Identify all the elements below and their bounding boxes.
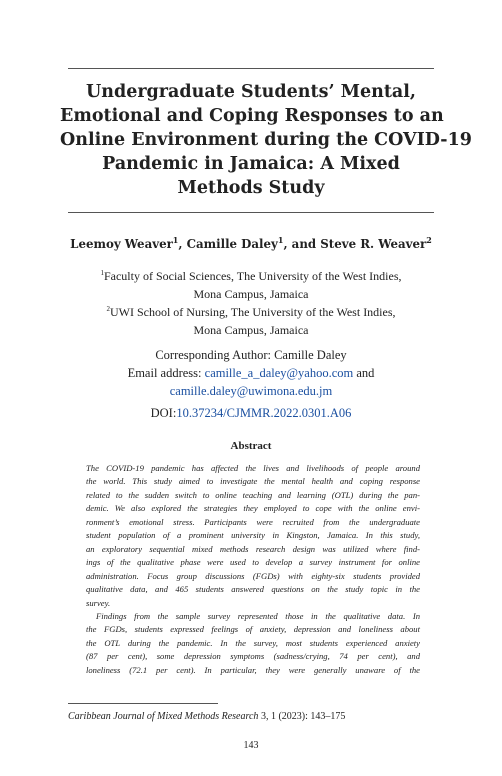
- abstract-line: an exploratory sequential mixed methods research design was utilized where find-: [86, 543, 420, 554]
- affiliation-line: Faculty of Social Sciences, The University of the West Indies,: [103, 269, 402, 283]
- email-conjunction: and: [353, 366, 375, 380]
- journal-name: Caribbean Journal of Mixed Methods Research: [68, 711, 259, 722]
- affiliation-marker: 2: [106, 305, 110, 313]
- author-affil-marker: 1: [277, 235, 284, 245]
- abstract-line: related to the sudden switch to online teaching and learning (OTL) during the pan-: [86, 489, 420, 500]
- abstract-heading: Abstract: [230, 440, 272, 452]
- affiliation-line: Mona Campus, Jamaica: [193, 287, 309, 301]
- email-link[interactable]: camille_a_daley@yahoo.com: [204, 366, 354, 380]
- affiliation-line: Mona Campus, Jamaica: [193, 323, 309, 337]
- doi: [60, 406, 442, 421]
- author-name: Camille Daley: [186, 236, 278, 251]
- paper-title: [60, 80, 472, 200]
- abstract-line: survey.: [86, 597, 111, 608]
- affiliation: [60, 264, 442, 303]
- journal-citation: [68, 711, 345, 722]
- author-separator: , and: [283, 236, 321, 251]
- abstract-line: ings of the qualitative phase were used to develop a survey instrument for online: [86, 557, 420, 568]
- email-label: Email address:: [127, 366, 205, 380]
- page-number: 143: [243, 740, 259, 751]
- affiliation: [60, 300, 442, 339]
- affiliation-line: UWI School of Nursing, The University of the West Indies,: [109, 305, 396, 319]
- abstract-line: The COVID-19 pandemic has affected the lives and livelihoods of people around: [86, 463, 420, 473]
- corresponding-author-line: Corresponding Author: Camille Daley: [155, 348, 347, 362]
- abstract-line: demic. We also explored the strategies they employed to cope with the online envi-: [86, 503, 420, 514]
- abstract-line: student population of a prominent university in Kingston, Jamaica. In this study,: [86, 530, 420, 541]
- doi-link[interactable]: 10.37234/CJMMR.2022.0301.A06: [176, 406, 352, 420]
- abstract-line: (87 per cent), some depression symptoms (sadness/crying, 74 per cent), and: [86, 651, 420, 662]
- title-line: Pandemic in Jamaica: A Mixed: [102, 154, 400, 174]
- author-name: Steve R. Weaver: [320, 236, 427, 251]
- doi-label: DOI:: [150, 406, 177, 420]
- top-rule: [68, 68, 434, 69]
- author-affil-marker: 2: [426, 235, 432, 245]
- title-line: Emotional and Coping Responses to an: [60, 106, 444, 126]
- footnote-rule: [68, 703, 218, 704]
- abstract-line: the OTL during the pandemic. In the survey, most students experienced anxiety: [86, 637, 420, 648]
- abstract-line: the FGDs, students expressed feelings of anxiety, depression and loneliness about: [86, 624, 420, 635]
- abstract-line: the world. This study aimed to investigate the mental health and coping response: [86, 476, 420, 487]
- title-line: Undergraduate Students’ Mental,: [85, 82, 417, 102]
- corresponding-author: [60, 346, 442, 400]
- author-affil-marker: 1: [172, 235, 179, 245]
- abstract-line: loneliness (72.1 per cent). In particular, they were generally unaware of the: [86, 664, 420, 675]
- affiliation-marker: 1: [100, 269, 104, 277]
- abstract-line: administration. Focus group discussions (FGDs) with eighty-six students provided: [86, 570, 420, 581]
- author-name: Leemoy Weaver: [70, 236, 173, 251]
- author-list: [60, 235, 442, 251]
- abstract-line: qualitative data, and 465 students answered questions on the study topic in the: [86, 584, 420, 595]
- author-separator: ,: [178, 236, 187, 251]
- title-line: Methods Study: [177, 178, 325, 198]
- title-rule: [68, 212, 434, 213]
- abstract-line: Findings from the sample survey represented those in the qualitative data. In: [96, 610, 420, 621]
- abstract-body: [86, 462, 420, 677]
- email-link[interactable]: camille.daley@uwimona.edu.jm: [169, 384, 333, 398]
- abstract-line: ronment’s emotional stress. Participants were recruited from the undergraduate: [86, 516, 420, 527]
- journal-volume-pages: 3, 1 (2023): 143–175: [258, 711, 346, 722]
- title-line: Online Environment during the COVID-19: [60, 130, 472, 150]
